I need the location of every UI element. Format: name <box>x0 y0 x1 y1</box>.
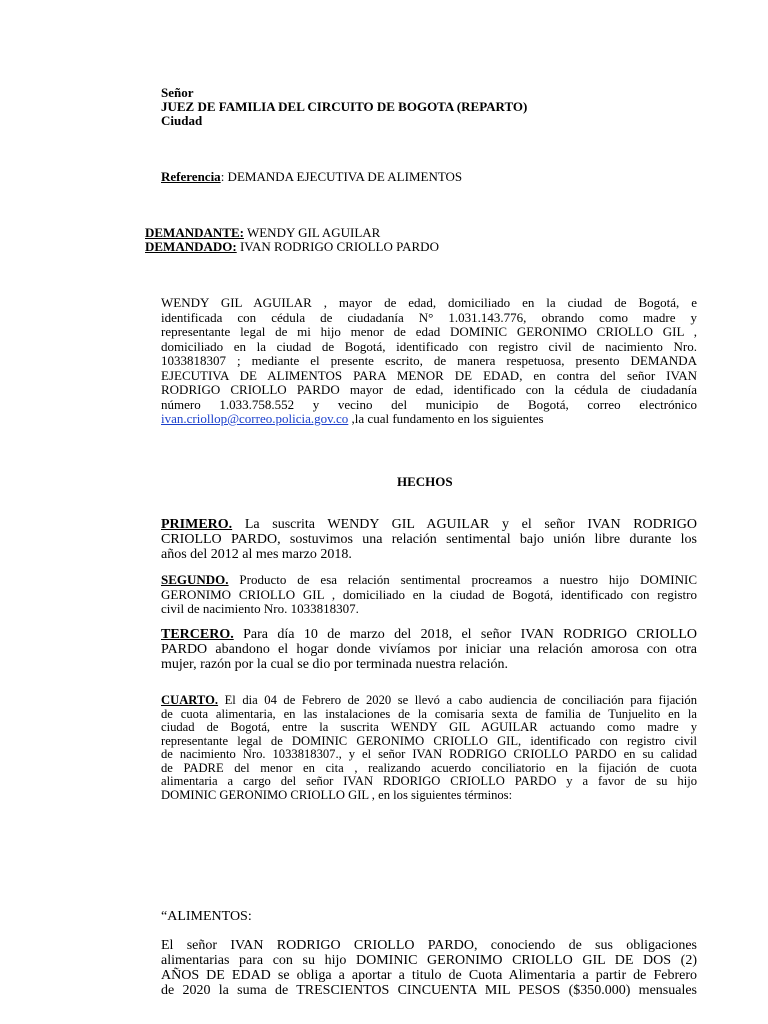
fact-text: Para día 10 de marzo del 2018, el señor IVAN RODRIGO CRIOLLO <box>233 627 697 642</box>
fact-text: La suscrita WENDY GIL AGUILAR y el señor IVAN RODRIGO <box>232 517 697 532</box>
fact-label: PRIMERO. <box>161 517 233 532</box>
email-link[interactable]: ivan.criollop@correo.policia.gov.co <box>161 411 349 426</box>
intro-line: 1033818307 ; mediante el presente escrito, de manera respetuosa, presento DEMANDA <box>161 353 697 368</box>
city-line: Ciudad <box>161 113 203 128</box>
defendant-label: DEMANDADO: <box>145 239 237 254</box>
fact-line <box>161 627 697 642</box>
fact-tercero <box>161 627 697 672</box>
fact-line <box>161 573 697 588</box>
intro-line: representante legal de mi hijo menor de edad DOMINIC GERONIMO CRIOLLO GIL , <box>161 324 697 339</box>
alimentos-line: AÑOS DE EDAD se obliga a aportar a titulo de Cuota Alimentaria a partir de Febrero <box>161 968 697 983</box>
intro-line-rest: ,la cual fundamento en los siguientes <box>348 411 544 426</box>
fact-segundo <box>161 573 697 617</box>
fact-line: ciudad de Bogotá, entre la suscrita WENDY GIL AGUILAR actuando como madre y <box>161 720 697 734</box>
fact-line: años del 2012 al mes marzo 2018. <box>161 547 352 562</box>
fact-primero <box>161 517 697 562</box>
reference-text: : DEMANDA EJECUTIVA DE ALIMENTOS <box>220 169 463 184</box>
fact-line: representante legal de DOMINIC GERONIMO CRIOLLO GIL, identificado con registro civil <box>161 733 697 748</box>
fact-line: mujer, razón por la cual se dio por terminada nuestra relación. <box>161 657 508 672</box>
intro-line: EJECUTIVA DE ALIMENTOS PARA MENOR DE EDAD, en contra del señor IVAN <box>161 367 697 383</box>
reference-line <box>161 170 462 185</box>
section-title-hechos: HECHOS <box>397 474 453 489</box>
alimentos-line: alimentarias para con su hijo DOMINIC GERONIMO CRIOLLO GIL DE DOS (2) <box>161 953 697 968</box>
fact-line: PARDO abandono el hogar donde vivíamos por iniciar una relación amorosa con otra <box>161 642 697 657</box>
fact-line: de nacimiento Nro. 1033818307., y el señor IVAN RODRIGO CRIOLLO PARDO en su calidad <box>161 747 697 761</box>
intro-line: número 1.033.758.552 y vecino del municipio de Bogotá, correo electrónico <box>161 396 697 412</box>
fact-line <box>161 694 697 708</box>
fact-line: DOMINIC GERONIMO CRIOLLO GIL , en los siguientes términos: <box>161 787 513 802</box>
plaintiff-label: DEMANDANTE: <box>145 225 244 240</box>
fact-label: CUARTO. <box>161 693 219 707</box>
defendant-name: IVAN RODRIGO CRIOLLO PARDO <box>236 239 439 254</box>
fact-line: alimentaria a cargo del señor IVAN RDORIGO CRIOLLO PARDO y a favor de su hijo <box>161 774 697 788</box>
defendant-line <box>145 240 439 255</box>
fact-line: GERONIMO CRIOLLO GIL , domiciliado en la ciudad de Bogotá, identificado con registro <box>161 586 697 602</box>
intro-line: WENDY GIL AGUILAR , mayor de edad, domiciliado en la ciudad de Bogotá, e <box>161 295 697 310</box>
reference-label: Referencia <box>161 169 221 184</box>
intro-line: domiciliado en la ciudad de Bogotá, identificado con registro civil de nacimiento Nro. <box>161 338 697 354</box>
addressee-title: Señor <box>161 85 194 100</box>
fact-line: CRIOLLO PARDO, sostuvimos una relación sentimental bajo unión libre durante los <box>161 532 697 547</box>
alimentos-line: El señor IVAN RODRIGO CRIOLLO PARDO, conociendo de sus obligaciones <box>161 938 697 953</box>
fact-cuarto <box>161 694 697 802</box>
fact-text: El dia 04 de Febrero de 2020 se llevó a cabo audiencia de conciliación para fijación <box>218 693 697 707</box>
plaintiff-name: WENDY GIL AGUILAR <box>243 225 381 240</box>
fact-line: civil de nacimiento Nro. 1033818307. <box>161 601 359 616</box>
alimentos-title: “ALIMENTOS: <box>161 909 252 924</box>
fact-label: TERCERO. <box>161 627 234 642</box>
intro-line: RODRIGO CRIOLLO PARDO mayor de edad, identificado con la cédula de ciudadanía <box>161 382 697 397</box>
fact-line: de PADRE del menor en cita , realizando acuerdo conciliatorio en la fijación de cuota <box>161 760 697 775</box>
alimentos-line: de 2020 la suma de TRESCIENTOS CINCUENTA MIL PESOS ($350.000) mensuales <box>161 983 697 998</box>
alimentos-paragraph <box>161 938 697 998</box>
intro-line: identificada con cédula de ciudadanía N° 1.031.143.776, obrando como madre y <box>161 309 697 325</box>
fact-line <box>161 517 697 532</box>
intro-paragraph <box>161 296 697 427</box>
court-name: JUEZ DE FAMILIA DEL CIRCUITO DE BOGOTA (REPARTO) <box>161 99 528 114</box>
fact-label: SEGUNDO. <box>161 572 229 587</box>
fact-text: Producto de esa relación sentimental procreamos a nuestro hijo DOMINIC <box>228 572 697 587</box>
fact-line: de cuota alimentaria, en las instalaciones de la comisaria sexta de familia de Tunjuelito en la <box>161 706 697 721</box>
intro-line <box>161 412 697 427</box>
